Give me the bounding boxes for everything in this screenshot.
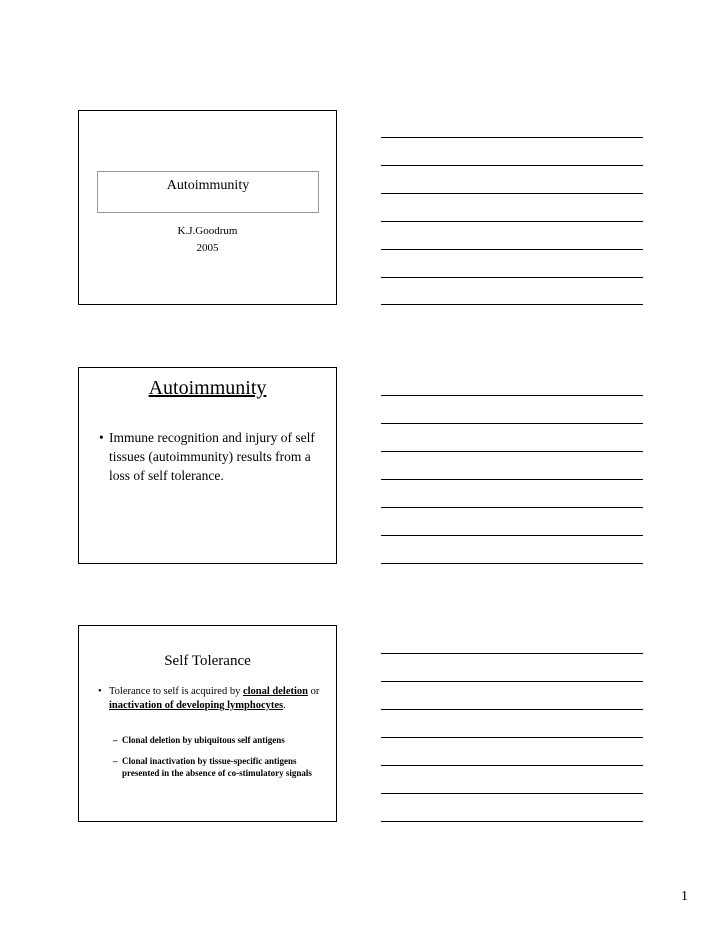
note-line	[381, 277, 643, 278]
slide-3-bullet	[98, 685, 323, 713]
slide-3-sub-bullet	[113, 734, 328, 746]
sub-bullet-marker: –	[113, 735, 118, 745]
emphasis-clonal-deletion: clonal deletion	[242, 686, 309, 697]
slide-2-title: Autoimmunity	[148, 377, 267, 399]
slide-3-title: Self Tolerance	[164, 653, 251, 669]
note-line	[381, 304, 643, 305]
bullet-text-part: Tolerance to self is acquired by	[109, 686, 243, 697]
note-line	[381, 221, 643, 222]
note-line	[381, 681, 643, 682]
note-line	[381, 737, 643, 738]
note-line	[381, 451, 643, 452]
slide-2	[78, 367, 337, 564]
bullet-marker: •	[99, 430, 104, 445]
sub-bullet-text: Clonal deletion by ubiquitous self antigens	[122, 735, 285, 745]
note-line	[381, 765, 643, 766]
bullet-marker: •	[98, 686, 102, 697]
slide-1	[78, 110, 337, 305]
slide-1-author: K.J.Goodrum	[177, 225, 238, 237]
note-line	[381, 479, 643, 480]
note-line	[381, 535, 643, 536]
slide-1-title: Autoimmunity	[166, 178, 250, 193]
note-line	[381, 395, 643, 396]
page-number: 1	[681, 889, 688, 904]
sub-bullet-text: Clonal inactivation by tissue-specific antigens presented in the absence of co-stimulatory signals	[122, 756, 312, 778]
slide-1-title-box	[97, 171, 319, 213]
note-line	[381, 507, 643, 508]
note-line	[381, 249, 643, 250]
note-line	[381, 821, 643, 822]
slide-2-bullet	[99, 428, 331, 485]
note-line	[381, 793, 643, 794]
note-line	[381, 193, 643, 194]
slide-3	[78, 625, 337, 822]
note-line	[381, 423, 643, 424]
slide-3-bullet-text	[98, 685, 323, 713]
note-line	[381, 653, 643, 654]
note-line	[381, 165, 643, 166]
bullet-text-part: or	[308, 686, 320, 697]
bullet-text-part: .	[283, 700, 286, 711]
slide-1-year: 2005	[196, 242, 219, 254]
note-line	[381, 563, 643, 564]
slide-3-sub-bullet	[113, 755, 328, 779]
slide-2-bullet-text: Immune recognition and injury of self tissues (autoimmunity) results from a loss of self tolerance.	[109, 430, 315, 483]
note-line	[381, 709, 643, 710]
sub-bullet-marker: –	[113, 756, 118, 766]
emphasis-inactivation: inactivation of developing lymphocytes	[109, 700, 284, 711]
note-line	[381, 137, 643, 138]
